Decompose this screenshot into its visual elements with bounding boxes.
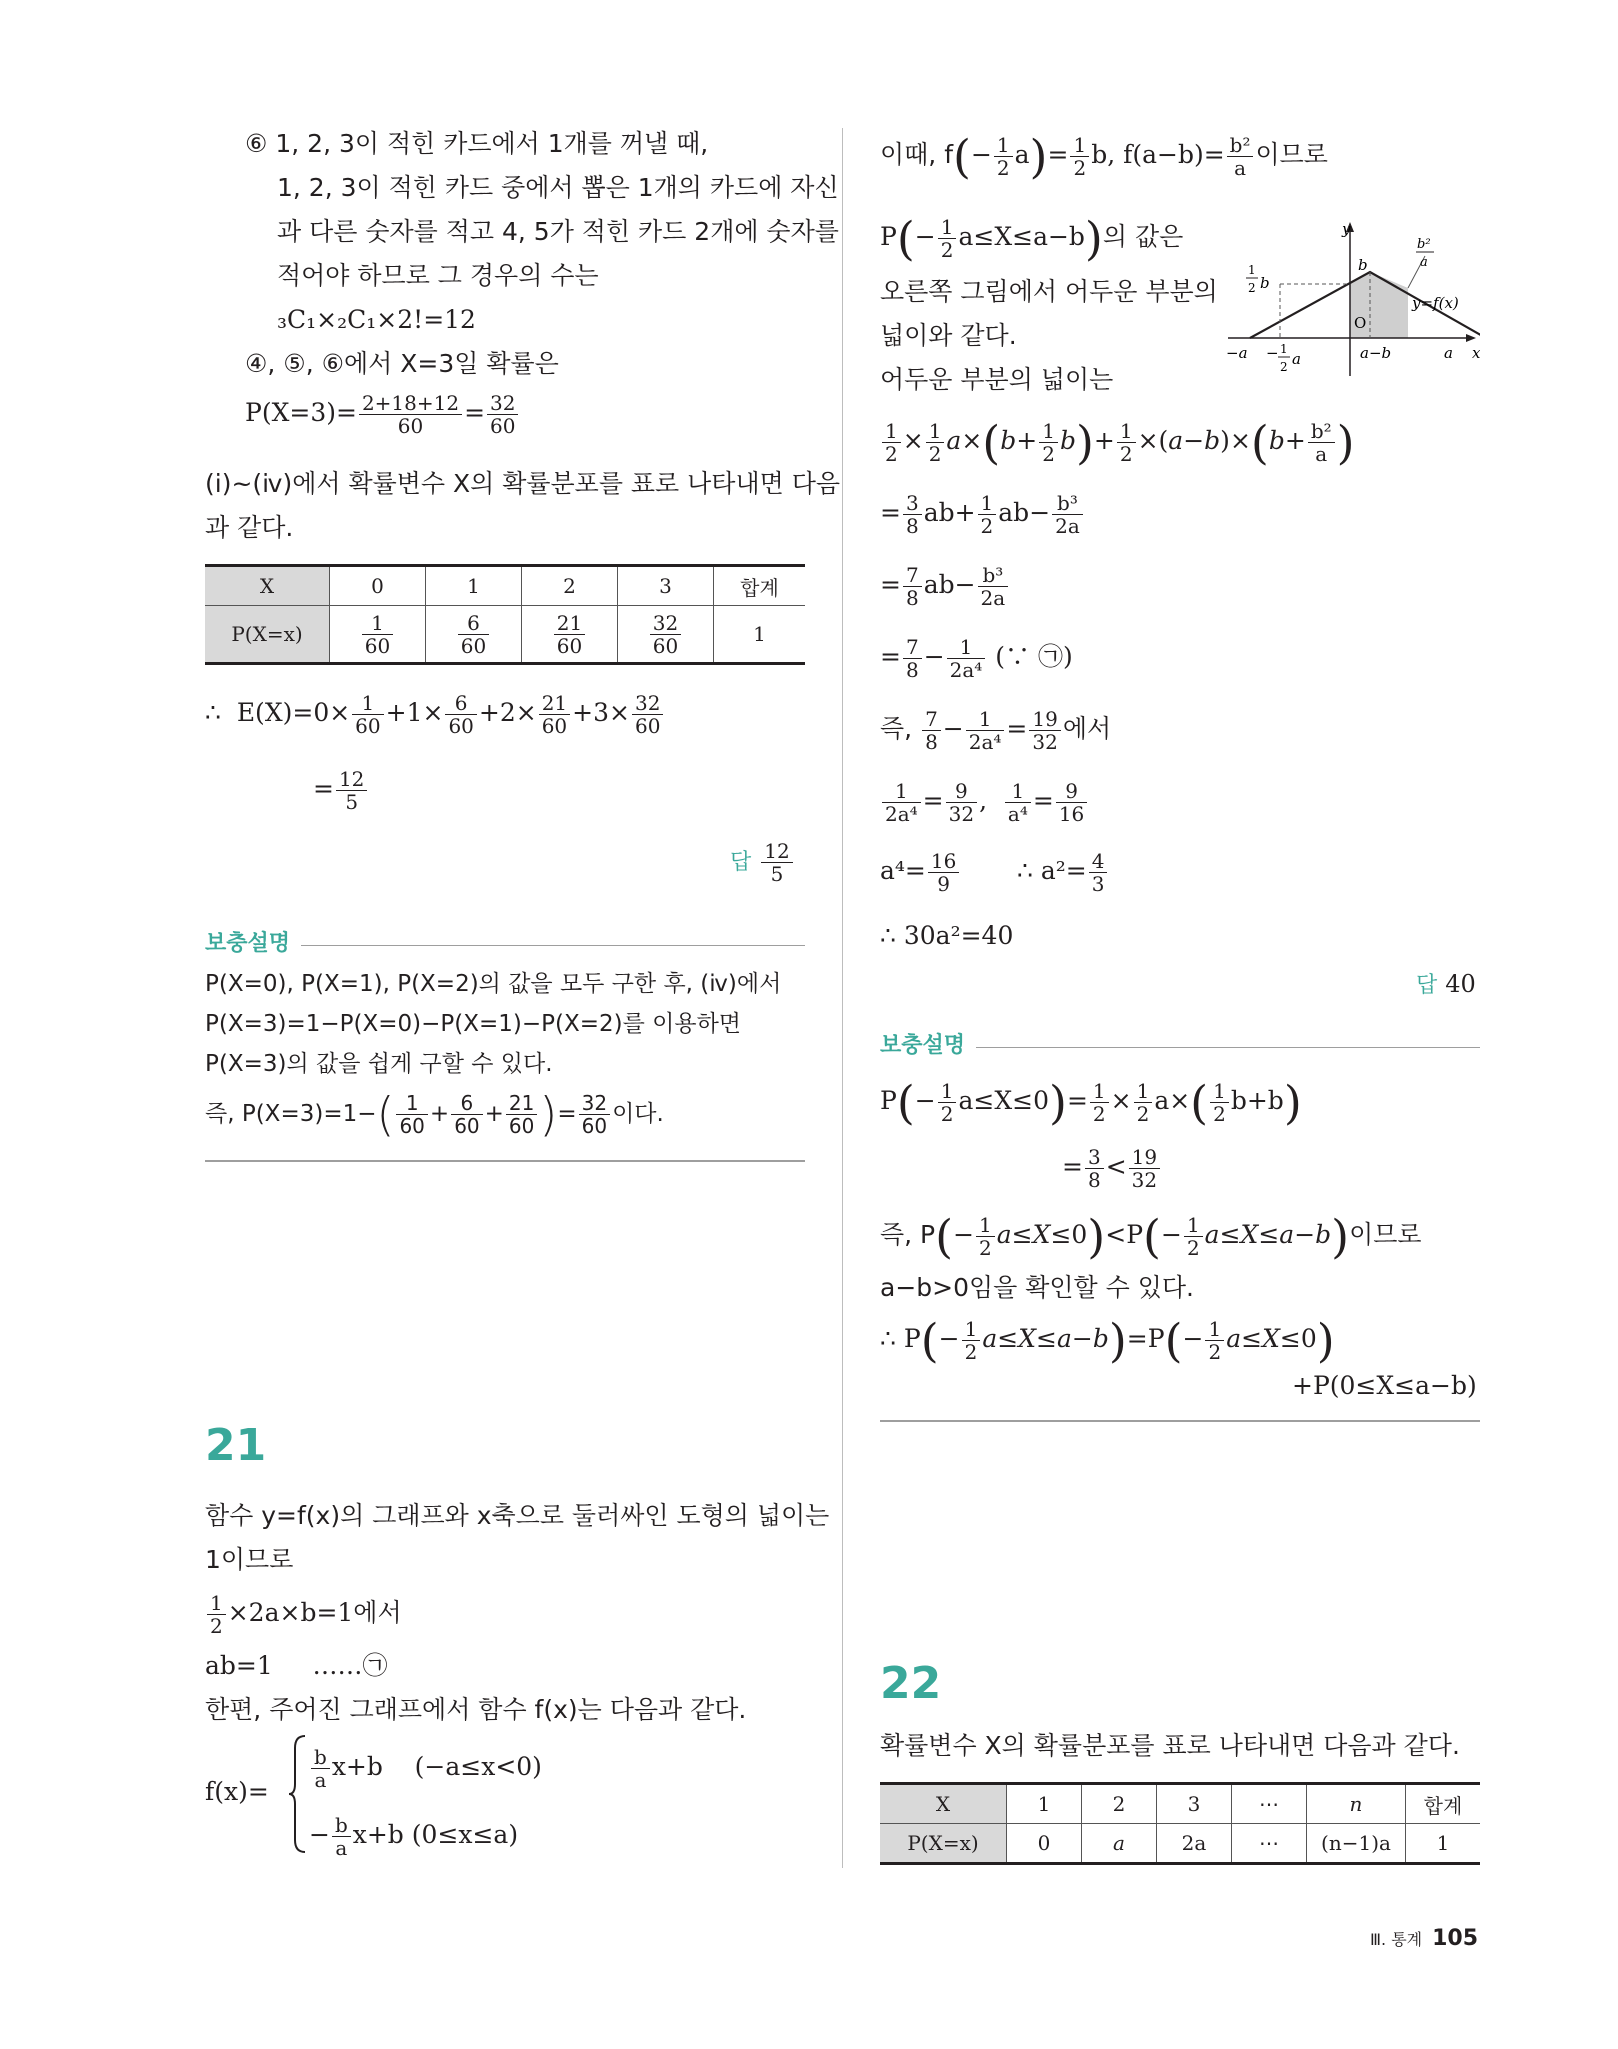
r-line3: 오른쪽 그림에서 어두운 부분의 bbox=[880, 277, 1218, 306]
px3-result: $\frac{32}{60}$ bbox=[487, 392, 518, 437]
final-result: ∴ 30a²=40 bbox=[880, 921, 1014, 950]
piecewise-case2: − $\frac{b}{a}$ x+b (0≤x≤a) bbox=[309, 1813, 519, 1860]
table-cell: 0 bbox=[1007, 1824, 1082, 1864]
dist-intro-line2: 과 같다. bbox=[205, 513, 294, 542]
r-line1: 이때, f(− $\frac{1}{2}$ a)= $\frac{1}{2}$ b, f(a−b)= $\frac{\text{b²}}{a}$ 이므로 bbox=[880, 129, 1328, 184]
p21-line1: 함수 y=f(x)의 그래프와 x축으로 둘러싸인 도형의 넓이는 bbox=[205, 1501, 830, 1530]
supp-eq-line2: = $\frac{3}{8}$ < $\frac{19}{32}$ bbox=[1062, 1146, 1162, 1191]
table-cell: 2a bbox=[1157, 1824, 1232, 1864]
supp-eq-line3: 즉, P(− $\frac{1}{2}$ a≤X≤0)<P(− $\frac{1}{2}$ a≤X≤a−b)이므로 bbox=[880, 1209, 1422, 1264]
table-header-cell: X bbox=[880, 1784, 1007, 1824]
from-cases-456: ④, ⑤, ⑥에서 X=3일 확률은 bbox=[245, 349, 559, 378]
table-header-cell: n bbox=[1307, 1784, 1406, 1824]
jeuk-equation: 즉, $\frac{7}{8}$ − $\frac{1}{\text{2a⁴}}$ = $\frac{19}{32}$ 에서 bbox=[880, 707, 1112, 754]
table-cell: (n−1)a bbox=[1307, 1824, 1406, 1864]
px3-equation: P(X=3)= $\frac{2+18+12}{60}$ = $\frac{32}{60}$ bbox=[245, 392, 520, 437]
supplement-line2: P(X=3)=1−P(X=0)−P(X=1)−P(X=2)를 이용하면 bbox=[205, 1011, 742, 1037]
triangle-graph bbox=[1220, 216, 1480, 386]
p21-line3: 한편, 주어진 그래프에서 함수 f(x)는 다음과 같다. bbox=[205, 1695, 747, 1724]
r-line4: 넓이와 같다. bbox=[880, 321, 1017, 350]
distribution-table-22 bbox=[880, 1782, 1480, 1865]
table-header-cell: 0 bbox=[330, 566, 426, 606]
graph-a-minus-b-label: a−b bbox=[1360, 344, 1392, 362]
table-header-cell: 3 bbox=[618, 566, 714, 606]
supp-eq-line1: P(− $\frac{1}{2}$ a≤X≤0)= $\frac{1}{2}$ × $\frac{1}{2}$ a×( $\frac{1}{2}$ b+b) bbox=[880, 1075, 1302, 1130]
p21-area-equation: $\frac{1}{2}$ ×2a×b=1에서 bbox=[205, 1592, 402, 1637]
r-line5: 어두운 부분의 넓이는 bbox=[880, 365, 1114, 394]
case6-line4: 적어야 하므로 그 경우의 수는 bbox=[277, 261, 599, 290]
table-header-cell: 1 bbox=[426, 566, 522, 606]
area-line3: = $\frac{7}{8}$ ab− $\frac{\text{b³}}{2a}$ bbox=[880, 564, 1010, 609]
expectation-result: = $\frac{12}{5}$ bbox=[313, 768, 369, 813]
section-divider bbox=[301, 945, 805, 946]
graph-b2-label: b² bbox=[1417, 237, 1431, 252]
svg-text:1: 1 bbox=[1280, 342, 1288, 356]
piecewise-fx-lhs: f(x)= bbox=[205, 1777, 269, 1806]
table-header-cell: ⋯ bbox=[1232, 1784, 1307, 1824]
svg-text:−: − bbox=[1266, 344, 1279, 362]
graph-neg-half-a-label: a bbox=[1292, 350, 1301, 368]
supplement-line4: 즉, P(X=3)=1−( $\frac{1}{60}$ + $\frac{6}{60}$ + $\frac{21}{60}$ )= $\frac{32}{60}$ 이다. bbox=[205, 1087, 664, 1142]
supplement-line1: P(X=0), P(X=1), P(X=2)의 값을 모두 구한 후, (ⅳ)에서 bbox=[205, 971, 782, 997]
table-cell: $\frac{6}{60}$ bbox=[426, 606, 522, 664]
distribution-table-x bbox=[205, 564, 805, 665]
table-cell: ⋯ bbox=[1232, 1824, 1307, 1864]
table-cell: 1 bbox=[1406, 1824, 1481, 1864]
page-footer bbox=[1370, 1926, 1478, 1951]
piecewise-brace bbox=[287, 1734, 309, 1854]
supp-eq-line6: +P(0≤X≤a−b) bbox=[1292, 1371, 1477, 1400]
table-cell: $\frac{1}{60}$ bbox=[330, 606, 426, 664]
graph-x-label: x bbox=[1472, 344, 1480, 362]
table-header-cell: 2 bbox=[1082, 1784, 1157, 1824]
r-line2: P(− $\frac{1}{2}$ a≤X≤a−b)의 값은 bbox=[880, 211, 1184, 266]
px3-lhs: P(X=3)= bbox=[245, 398, 357, 427]
table-header-cell: 2 bbox=[522, 566, 618, 606]
table-header-cell: 합계 bbox=[714, 566, 806, 606]
section-divider bbox=[976, 1047, 1480, 1048]
dist-intro-line1: (ⅰ)~(ⅳ)에서 확률변수 X의 확률분포를 표로 나타내면 다음 bbox=[205, 469, 841, 498]
supplement-line3: P(X=3)의 값을 쉽게 구할 수 있다. bbox=[205, 1051, 553, 1077]
answer-block-right bbox=[1416, 968, 1476, 999]
combination-formula: ₃C₁×₂C₁×2!=12 bbox=[277, 305, 476, 334]
graph-a-label: a bbox=[1444, 344, 1453, 362]
svg-text:a: a bbox=[1420, 255, 1428, 270]
x-axis-arrow bbox=[1466, 334, 1476, 342]
chapter-label: Ⅲ. 통계 bbox=[1370, 1930, 1423, 1949]
case6-line3: 과 다른 숫자를 적고 4, 5가 적힌 카드 2개에 숫자를 bbox=[277, 217, 839, 246]
graph-curve-label: y=f(x) bbox=[1412, 294, 1459, 312]
column-divider bbox=[842, 128, 843, 1868]
case6-line2: 1, 2, 3이 적힌 카드 중에서 뽑은 1개의 카드에 자신 bbox=[277, 173, 839, 202]
supplement-title: 보충설명 bbox=[205, 931, 291, 956]
table-cell: 1 bbox=[714, 606, 806, 664]
answer-label: 답 bbox=[730, 850, 752, 875]
solve-line1: $\frac{1}{\text{2a⁴}}$ = $\frac{9}{32}$ , $\frac{1}{\text{a⁴}}$ = $\frac{9}{16}$ bbox=[880, 780, 1089, 825]
table-row-label: P(X=x) bbox=[205, 606, 330, 664]
table-cell: a bbox=[1082, 1824, 1157, 1864]
case6-head: ⑥ 1, 2, 3이 적힌 카드에서 1개를 꺼낼 때, bbox=[245, 129, 709, 158]
svg-text:2: 2 bbox=[1280, 360, 1288, 374]
table-header-cell: 3 bbox=[1157, 1784, 1232, 1824]
table-header-cell: X bbox=[205, 566, 330, 606]
area-line1: $\frac{1}{2}$ × $\frac{1}{2}$ a×(b+ $\frac{1}{2}$ b)+ $\frac{1}{2}$ ×(a−b)×(b+ $\frac{\text{b²}}{a}$ ) bbox=[880, 420, 1355, 465]
graph-half-b-label: b bbox=[1260, 274, 1270, 292]
table-cell: $\frac{32}{60}$ bbox=[618, 606, 714, 664]
solve-line2: a⁴= $\frac{16}{9}$ ∴ a²= $\frac{4}{3}$ bbox=[880, 850, 1109, 895]
graph-origin-label: O bbox=[1354, 314, 1367, 332]
table-row-label: P(X=x) bbox=[880, 1824, 1007, 1864]
supp-line4: a−b>0임을 확인할 수 있다. bbox=[880, 1273, 1194, 1302]
graph-half-den: 2 bbox=[1248, 281, 1256, 295]
page-number: 105 bbox=[1432, 1926, 1479, 1951]
expectation-equation: ∴ E(X)=0× $\frac{1}{60}$ +1× $\frac{6}{60}$ +2× $\frac{21}{60}$ +3× $\frac{32}{60}$ bbox=[205, 692, 665, 737]
px3-fraction: $\frac{2+18+12}{60}$ bbox=[359, 392, 462, 437]
table-cell: $\frac{21}{60}$ bbox=[522, 606, 618, 664]
area-line2: = $\frac{3}{8}$ ab+ $\frac{1}{2}$ ab− $\frac{\text{b³}}{2a}$ bbox=[880, 492, 1085, 537]
area-line4: = $\frac{7}{8}$ − $\frac{1}{\text{2a⁴}}$ (∵ ㉠) bbox=[880, 635, 1073, 682]
answer-block bbox=[730, 840, 795, 885]
section-bottom-rule bbox=[205, 1160, 805, 1162]
p21-ab-equation: ab=1 ……㉠ bbox=[205, 1651, 388, 1680]
problem-number-21: 21 bbox=[205, 1420, 267, 1471]
answer-value: 40 bbox=[1445, 970, 1476, 998]
graph-y-label: y bbox=[1342, 220, 1351, 238]
supp-eq-line5: ∴ P(− $\frac{1}{2}$ a≤X≤a−b)=P(− $\frac{1}{2}$ a≤X≤0) bbox=[880, 1313, 1335, 1368]
graph-b-label: b bbox=[1358, 256, 1368, 274]
answer-value: $\frac{12}{5}$ bbox=[761, 840, 792, 885]
p22-line1: 확률변수 X의 확률분포를 표로 나타내면 다음과 같다. bbox=[880, 1731, 1460, 1760]
problem-number-22: 22 bbox=[880, 1658, 942, 1709]
table-header-cell: 1 bbox=[1007, 1784, 1082, 1824]
p21-line2: 1이므로 bbox=[205, 1545, 294, 1574]
table-header-cell: 합계 bbox=[1406, 1784, 1481, 1824]
section-bottom-rule bbox=[880, 1420, 1480, 1422]
supplement-title-right: 보충설명 bbox=[880, 1033, 966, 1058]
graph-neg-a-label: −a bbox=[1226, 344, 1248, 362]
graph-half-num: 1 bbox=[1248, 263, 1256, 277]
piecewise-case1: $\frac{b}{a}$ x+b (−a≤x<0) bbox=[309, 1746, 542, 1791]
answer-label: 답 bbox=[1416, 973, 1438, 998]
